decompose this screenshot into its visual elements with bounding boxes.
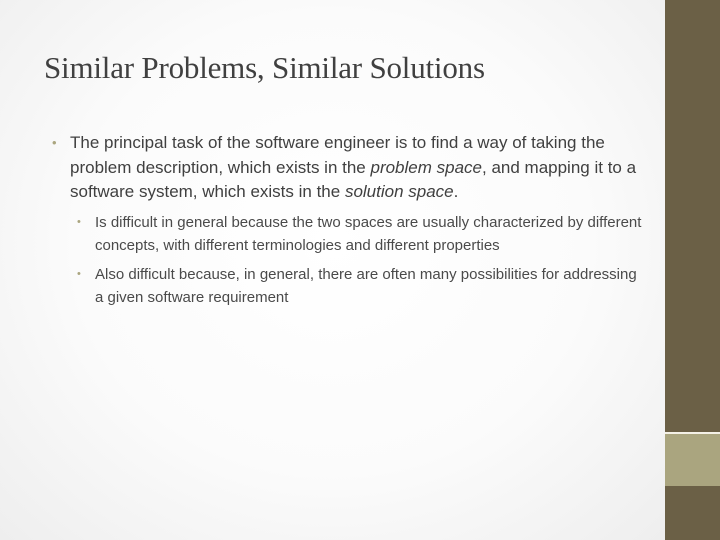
sub-bullet bbox=[77, 211, 647, 258]
main-bullet-emphasis-solution-space: solution space bbox=[344, 182, 454, 201]
sidebar-band-top bbox=[665, 0, 720, 432]
main-bullet-text-3: . bbox=[453, 182, 459, 201]
sub-bullet-text: Is difficult in general because the two spaces are usually characterized by different concepts, with different terminologies and different properties bbox=[95, 213, 642, 254]
sub-bullet bbox=[77, 263, 647, 310]
sub-bullet-text: Also difficult because, in general, there are often many possibilities for addressing a given software requirement bbox=[95, 265, 637, 306]
main-bullet bbox=[52, 131, 647, 205]
slide-body bbox=[52, 131, 647, 310]
sidebar-band-accent bbox=[665, 434, 720, 486]
main-bullet-text-1: The principal task of the software engineer is to find a way of taking the problem description, which exists in the bbox=[70, 133, 605, 177]
slide-title: Similar Problems, Similar Solutions bbox=[44, 50, 485, 85]
main-bullet-emphasis-problem-space: problem space bbox=[370, 157, 482, 177]
main-bullet-text-2: , and mapping it to a software system, which exists in the bbox=[70, 157, 637, 201]
bullet-dot-icon: • bbox=[52, 135, 57, 150]
bullet-dot-icon: • bbox=[77, 215, 81, 228]
bullet-dot-icon: • bbox=[77, 267, 81, 280]
sidebar-band-bottom bbox=[665, 486, 720, 540]
